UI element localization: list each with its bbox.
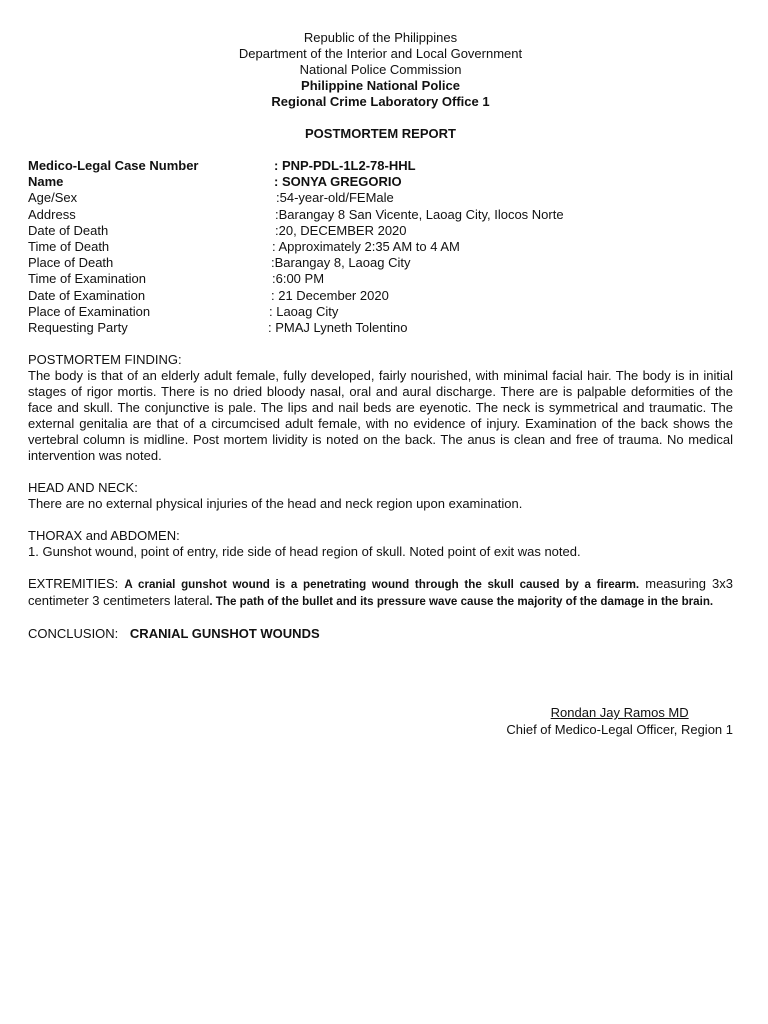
field-place-of-death <box>28 255 733 271</box>
extremities-section <box>28 576 733 610</box>
conclusion-label: CONCLUSION: <box>28 626 119 642</box>
field-label: Place of Death <box>28 255 114 271</box>
header-republic: Republic of the Philippines <box>303 30 458 45</box>
field-label: Date of Examination <box>28 287 146 303</box>
case-fields <box>28 158 733 336</box>
field-name <box>28 174 733 190</box>
report-page <box>28 30 733 642</box>
header-commission: National Police Commission <box>299 62 462 77</box>
header-pnp: Philippine National Police <box>301 78 460 93</box>
field-time-of-examination <box>28 271 733 287</box>
section-text: 1. Gunshot wound, point of entry, ride side of head region of skull. Noted point of exit was noted. <box>28 544 581 560</box>
field-value: : PMAJ Lyneth Tolentino <box>268 319 408 335</box>
field-value: : SONYA GREGORIO <box>274 174 402 190</box>
field-label: Address <box>28 206 76 222</box>
head-neck-section <box>28 480 733 512</box>
section-heading: THORAX and ABDOMEN: <box>28 528 180 544</box>
field-value: :20, DECEMBER 2020 <box>275 222 407 238</box>
field-label: Time of Examination <box>28 271 147 287</box>
conclusion-section <box>28 626 733 642</box>
section-heading: POSTMORTEM FINDING: <box>28 352 182 368</box>
field-value: : 21 December 2020 <box>271 287 389 303</box>
field-value: :Barangay 8 San Vicente, Laoag City, Ilocos Norte <box>275 206 564 222</box>
section-text: The body is that of an elderly adult female, fully developed, fairly nourished, with minimal facial hair. The body is in initial stages of rigor mortis. There is no dried bloody nasal, oral and aural discharge. There are is palpable deformities of the face and skull. The conjunctive is pale. The lips and nail beds are eyenotic. The neck is symmetrical and traumatic. The external genitalia are that of a circumcised adult female, with no evidence of injury. Examination of the back shows the vertebral column is midline. Post mortem lividity is noted on the back. The anus is clean and free of trauma. No medical intervention was noted. <box>28 368 733 464</box>
field-value: :54-year-old/FEMale <box>276 190 394 206</box>
field-age-sex <box>28 190 733 206</box>
field-date-of-death <box>28 223 733 239</box>
conclusion-value: CRANIAL GUNSHOT WOUNDS <box>129 626 320 642</box>
field-label: Age/Sex <box>28 190 78 206</box>
letterhead <box>28 30 733 110</box>
report-title: POSTMORTEM REPORT <box>305 126 456 141</box>
extremities-bold-text-2: . The path of the bullet and its pressure wave cause the majority of the damage in the brain. <box>209 595 714 609</box>
field-label: Requesting Party <box>28 319 128 335</box>
field-value: :Barangay 8, Laoag City <box>271 255 411 271</box>
extremities-measurement: measuring 3x3 centimeter 3 centimeters lateral <box>28 576 733 609</box>
section-text: There are no external physical injuries of the head and neck region upon examination. <box>28 496 523 512</box>
field-case-number <box>28 158 733 174</box>
header-department: Department of the Interior and Local Government <box>238 46 523 61</box>
field-requesting-party <box>28 320 733 336</box>
thorax-abdomen-section <box>28 528 733 560</box>
field-value: : PNP-PDL-1L2-78-HHL <box>274 158 416 173</box>
signatory-name: Rondan Jay Ramos MD <box>550 705 689 720</box>
postmortem-finding-section <box>28 352 733 464</box>
extremities-bold-text: A cranial gunshot wound is a penetrating wound through the skull caused by a firearm. <box>124 578 640 592</box>
field-address <box>28 207 733 223</box>
field-label: Name <box>28 174 64 190</box>
field-value: :6:00 PM <box>272 271 325 287</box>
header-lab-office: Regional Crime Laboratory Office 1 <box>271 94 490 109</box>
field-date-of-examination <box>28 288 733 304</box>
field-time-of-death <box>28 239 733 255</box>
section-heading: HEAD AND NECK: <box>28 480 138 496</box>
field-label: Medico-Legal Case Number <box>28 158 199 173</box>
field-value: : Laoag City <box>269 303 339 319</box>
field-value: : Approximately 2:35 AM to 4 AM <box>272 238 460 254</box>
signature-block <box>506 704 733 738</box>
field-place-of-examination <box>28 304 733 320</box>
section-heading: EXTREMITIES: <box>28 576 119 592</box>
field-label: Place of Examination <box>28 303 151 319</box>
field-label: Date of Death <box>28 222 109 238</box>
field-label: Time of Death <box>28 238 110 254</box>
signatory-title: Chief of Medico-Legal Officer, Region 1 <box>506 722 733 737</box>
